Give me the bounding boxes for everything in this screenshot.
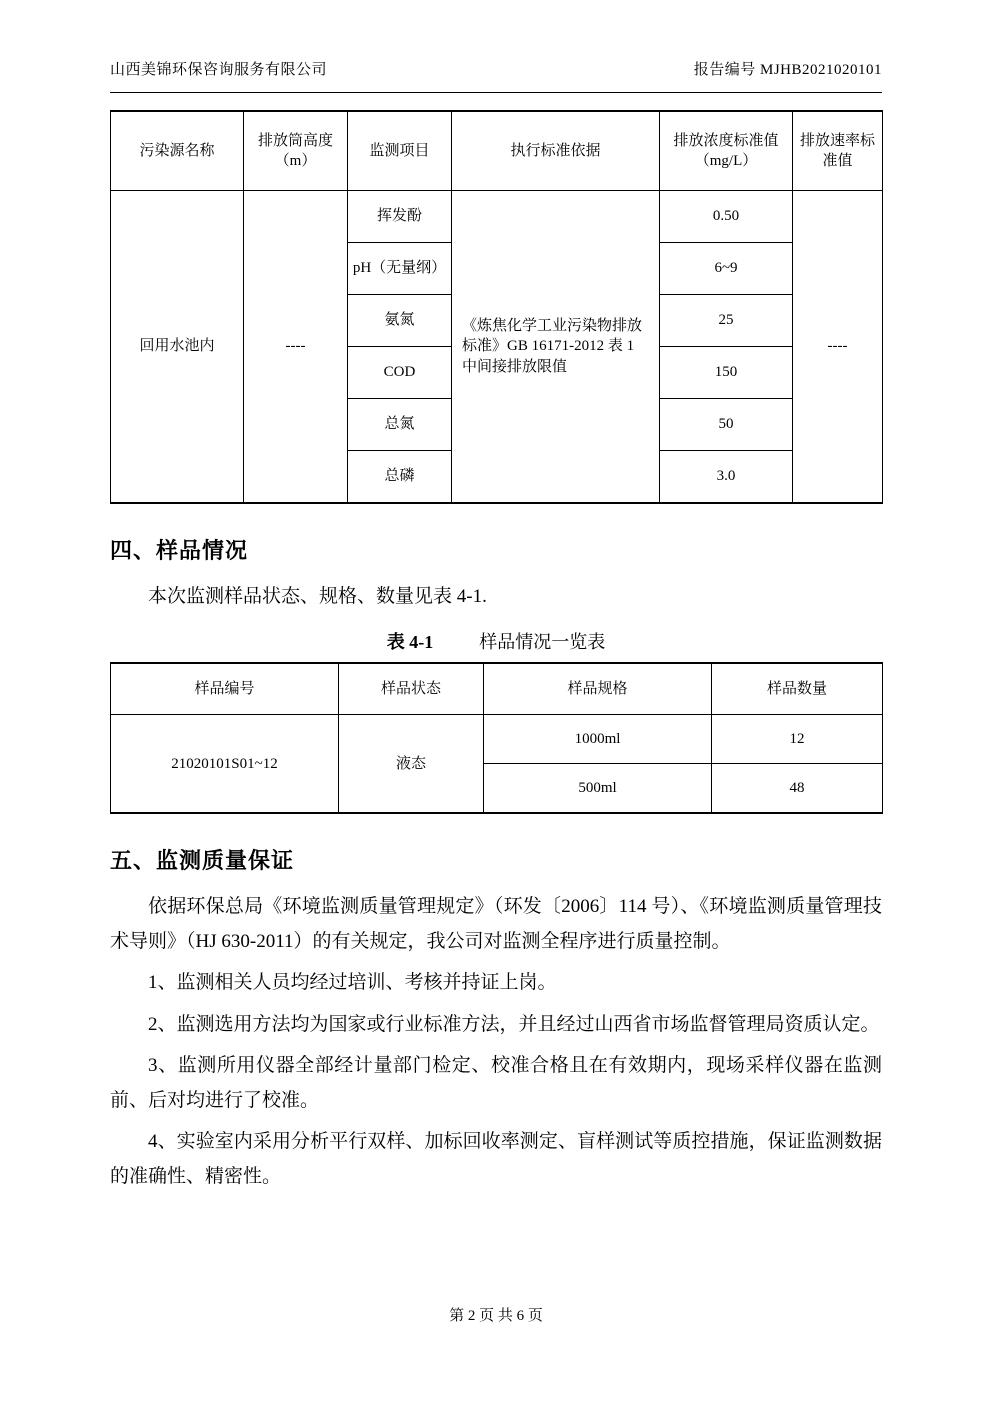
- cell-monitor-item: pH（无量纲）: [348, 243, 452, 295]
- cell-limit: 150: [660, 347, 793, 399]
- table-row: [111, 191, 883, 243]
- cell-monitor-item: COD: [348, 347, 452, 399]
- cell-sample-number: 21020101S01~12: [111, 715, 339, 814]
- header-company: 山西美锦环保咨询服务有限公司: [110, 62, 328, 78]
- cell-sample-count: 48: [712, 764, 883, 814]
- section5-paragraph-4: 3、监测所用仪器全部经计量部门检定、校准合格且在有效期内，现场采样仪器在监测前、后对均进行了校准。: [110, 1054, 882, 1111]
- section5-paragraph-2: 1、监测相关人员均经过培训、考核并持证上岗。: [148, 972, 557, 994]
- table-caption-4-1: [110, 628, 882, 654]
- header-report-number: 报告编号 MJHB2021020101: [693, 62, 882, 78]
- col-concentration-limit: 排放浓度标准值（mg/L）: [660, 111, 793, 191]
- col-rate-limit: 排放速率标准值: [793, 111, 883, 191]
- col-stack-height: 排放筒高度（m）: [244, 111, 348, 191]
- cell-limit: 3.0: [660, 451, 793, 504]
- section5-paragraph-1: 依据环保总局《环境监测质量管理规定》（环发〔2006〕114 号）、《环境监测质量管理技术导则》（HJ 630-2011）的有关规定，我公司对监测全程序进行质量控制。: [110, 896, 882, 953]
- cell-monitor-item: 氨氮: [348, 295, 452, 347]
- cell-source-name: 回用水池内: [111, 191, 244, 504]
- section-title-4: 四、样品情况: [110, 539, 249, 564]
- cell-sample-count: 12: [712, 715, 883, 764]
- cell-monitor-item: 总磷: [348, 451, 452, 504]
- col-sample-state: 样品状态: [339, 663, 484, 715]
- caption-text: 样品情况一览表: [479, 632, 606, 653]
- col-sample-number: 样品编号: [111, 663, 339, 715]
- cell-stack-height: ----: [244, 191, 348, 504]
- cell-sample-state: 液态: [339, 715, 484, 814]
- cell-rate-limit: ----: [793, 191, 883, 504]
- page-header: [110, 58, 882, 79]
- caption-number: 表 4-1: [386, 632, 434, 653]
- col-monitor-item: 监测项目: [348, 111, 452, 191]
- cell-sample-spec: 1000ml: [484, 715, 712, 764]
- section5-paragraph-3: 2、监测选用方法均为国家或行业标准方法，并且经过山西省市场监督管理局资质认定。: [148, 1013, 880, 1035]
- page-footer: [0, 1304, 992, 1325]
- table-row: [111, 715, 883, 764]
- cell-limit: 25: [660, 295, 793, 347]
- cell-sample-spec: 500ml: [484, 764, 712, 814]
- page-number: 第 2 页 共 6 页: [449, 1308, 543, 1324]
- section4-intro: 本次监测样品状态、规格、数量见表 4-1.: [148, 586, 487, 607]
- col-sample-spec: 样品规格: [484, 663, 712, 715]
- cell-monitor-item: 总氮: [348, 399, 452, 451]
- cell-monitor-item: 挥发酚: [348, 191, 452, 243]
- page-content: [110, 110, 882, 1194]
- col-standard-basis: 执行标准依据: [452, 111, 660, 191]
- section-title-5: 五、监测质量保证: [110, 849, 295, 875]
- header-divider: [110, 92, 882, 93]
- cell-limit: 0.50: [660, 191, 793, 243]
- col-sample-count: 样品数量: [712, 663, 883, 715]
- sample-info-table: [110, 662, 883, 814]
- emission-standards-table: [110, 110, 883, 504]
- section5-paragraph-5: 4、实验室内采用分析平行双样、加标回收率测定、盲样测试等质控措施，保证监测数据的准确性、精密性。: [110, 1130, 882, 1188]
- table-header-row: [111, 663, 883, 715]
- cell-limit: 6~9: [660, 243, 793, 295]
- cell-standard-basis: 《炼焦化学工业污染物排放标准》GB 16171-2012 表 1 中间接排放限值: [452, 191, 660, 504]
- table-header-row: [111, 111, 883, 191]
- cell-limit: 50: [660, 399, 793, 451]
- col-source-name: 污染源名称: [111, 111, 244, 191]
